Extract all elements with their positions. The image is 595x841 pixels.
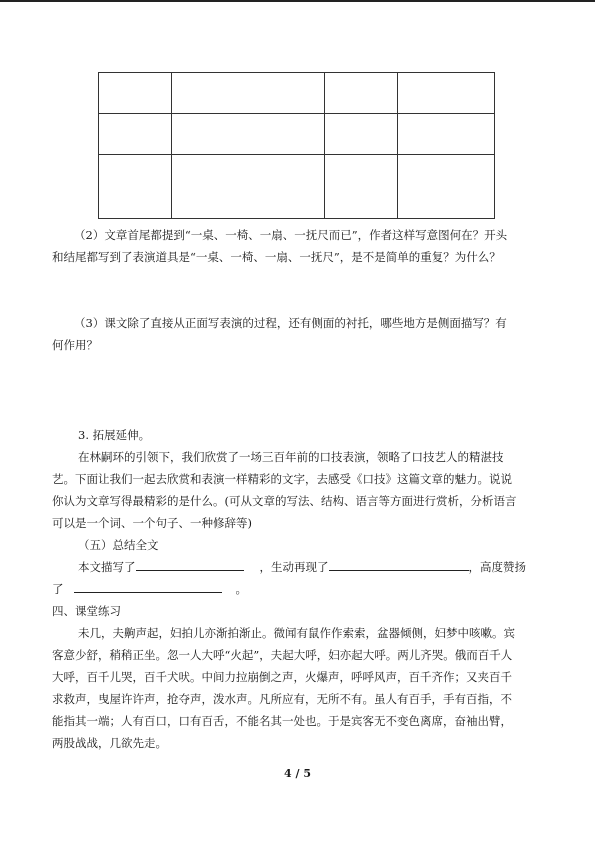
- table-row: [99, 73, 495, 114]
- summary-text-2: ，生动再现了: [259, 560, 329, 574]
- passage-line: 客意少舒，稍稍正坐。忽一人大呼“火起”，夫起大呼，妇亦起大呼。两儿齐哭。俄而百千人: [52, 648, 513, 662]
- paragraph-line: 艺。下面让我们一起去欣赏和表演一样精彩的文字，去感受《口技》这篇文章的魅力。说说: [52, 472, 512, 486]
- table-cell: [398, 114, 495, 155]
- passage-line: 能指其一端；人有百口，口有百舌，不能名其一处也。于是宾客无不变色离席，奋袖出臂，: [52, 714, 512, 728]
- section-5-heading: （五）总结全文: [78, 538, 159, 552]
- paragraph-line: 在林嗣环的引领下，我们欣赏了一场三百年前的口技表演，领略了口技艺人的精湛技: [78, 450, 504, 464]
- table-cell: [398, 73, 495, 114]
- answer-table: [98, 72, 495, 219]
- question-2-line-2: 和结尾都写到了表演道具是“一桌、一椅、一扇、一抚尺”，是不是简单的重复？为什么？: [52, 250, 501, 264]
- table-cell: [99, 155, 172, 219]
- summary-text-3: ，高度赞扬: [468, 560, 526, 574]
- table-row: [99, 155, 495, 219]
- passage-line: 未几，夫齁声起，妇拍儿亦渐拍渐止。微闻有鼠作作索索，盆器倾侧，妇梦中咳嗽。宾: [78, 626, 515, 640]
- table-cell: [325, 155, 398, 219]
- summary-text-5: 。: [235, 582, 247, 596]
- section-4-heading: 四、课堂练习: [52, 604, 121, 618]
- summary-text-1: 本文描写了: [78, 560, 136, 574]
- section-3-heading: 3. 拓展延伸。: [78, 428, 151, 442]
- table-cell: [99, 73, 172, 114]
- table-cell: [99, 114, 172, 155]
- paragraph-line: 你认为文章写得最精彩的是什么。(可从文章的写法、结构、语言等方面进行赏析，分析语言: [52, 494, 517, 508]
- question-3-line-1: （3）课文除了直接从正面写表演的过程，还有侧面的衬托，哪些地方是侧面描写？有: [74, 316, 507, 330]
- fill-blank-3[interactable]: [74, 580, 222, 593]
- fill-blank-1[interactable]: [136, 558, 244, 571]
- fill-blank-2[interactable]: [329, 558, 469, 571]
- table-cell: [172, 155, 325, 219]
- table-cell: [325, 114, 398, 155]
- summary-text-4: 了: [52, 582, 64, 596]
- table-cell: [325, 73, 398, 114]
- paragraph-line: 可以是一个词、一个句子、一种修辞等): [52, 516, 252, 530]
- question-2-line-1: （2）文章首尾都提到“一桌、一椅、一扇、一抚尺而已”，作者这样写意图何在？开头: [74, 228, 508, 242]
- summary-line-1: [78, 558, 526, 576]
- table-cell: [398, 155, 495, 219]
- passage-line: 两股战战，几欲先走。: [52, 736, 167, 750]
- table-row: [99, 114, 495, 155]
- summary-line-2: [52, 580, 247, 598]
- top-rule: [0, 0, 595, 2]
- passage-line: 求救声，曳屋许许声，抢夺声，泼水声。凡所应有，无所不有。虽人有百手，手有百指，不: [52, 692, 512, 706]
- table-cell: [172, 73, 325, 114]
- passage-line: 大呼，百千儿哭，百千犬吠。中间力拉崩倒之声，火爆声，呼呼风声，百千齐作；又夹百千: [52, 670, 512, 684]
- page-number: 4 / 5: [284, 767, 311, 780]
- question-3-line-2: 何作用？: [52, 338, 98, 352]
- table-cell: [172, 114, 325, 155]
